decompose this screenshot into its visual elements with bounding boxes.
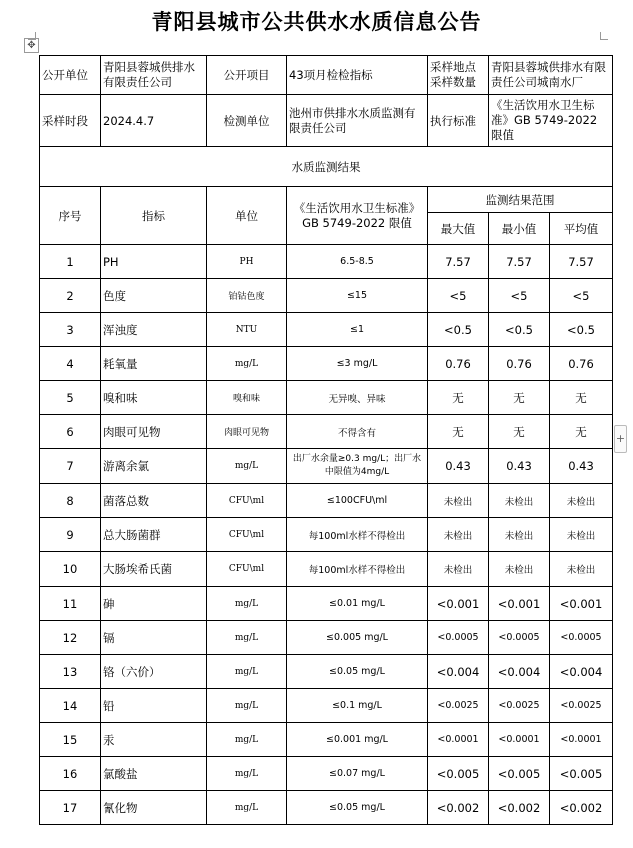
seq-cell: 12	[40, 621, 101, 655]
limit-cell: ≤0.05 mg/L	[287, 791, 428, 825]
table-row	[40, 415, 613, 449]
unit-cell: CFU\ml	[207, 518, 287, 552]
table-row	[40, 587, 613, 621]
add-column-icon[interactable]: +	[614, 425, 627, 453]
header-row-1	[40, 187, 613, 213]
unit-cell: mg/L	[207, 757, 287, 791]
section-title-row	[40, 147, 613, 187]
unit-cell: 肉眼可见物	[207, 415, 287, 449]
min-cell: <0.5	[489, 313, 550, 347]
limit-cell: 不得含有	[287, 415, 428, 449]
avg-cell: <0.0001	[550, 723, 613, 757]
min-cell: 无	[489, 415, 550, 449]
min-cell: <5	[489, 279, 550, 313]
indicator-cell: 砷	[101, 587, 207, 621]
indicator-cell: PH	[101, 245, 207, 279]
unit-cell: mg/L	[207, 347, 287, 381]
sampling-period-label: 采样时段	[40, 95, 101, 147]
limit-cell: 每100ml水样不得检出	[287, 518, 428, 552]
seq-cell: 7	[40, 449, 101, 484]
limit-cell: ≤1	[287, 313, 428, 347]
indicator-cell: 汞	[101, 723, 207, 757]
limit-cell: ≤0.005 mg/L	[287, 621, 428, 655]
min-cell: 未检出	[489, 484, 550, 518]
table-row	[40, 655, 613, 689]
unit-cell: mg/L	[207, 449, 287, 484]
table-row	[40, 449, 613, 484]
table-row	[40, 723, 613, 757]
indicator-cell: 浑浊度	[101, 313, 207, 347]
header-seq: 序号	[40, 187, 101, 245]
seq-cell: 16	[40, 757, 101, 791]
publish-item-value: 43项月检检指标	[287, 56, 428, 95]
min-cell: 未检出	[489, 518, 550, 552]
avg-cell: <0.5	[550, 313, 613, 347]
standard-label: 执行标准	[428, 95, 489, 147]
unit-cell: mg/L	[207, 655, 287, 689]
min-cell: <0.004	[489, 655, 550, 689]
standard-value: 《生活饮用水卫生标准》GB 5749-2022 限值	[489, 95, 613, 147]
publish-unit-label: 公开单位	[40, 56, 101, 95]
test-unit-label: 检测单位	[207, 95, 287, 147]
indicator-cell: 铅	[101, 689, 207, 723]
sampling-period-value: 2024.4.7	[101, 95, 207, 147]
header-indicator: 指标	[101, 187, 207, 245]
publish-unit-value: 青阳县蓉城供排水有限责任公司	[101, 56, 207, 95]
avg-cell: <0.004	[550, 655, 613, 689]
sampling-site-label: 采样地点采样数量	[428, 56, 489, 95]
avg-cell: 无	[550, 415, 613, 449]
header-min: 最小值	[489, 213, 550, 245]
section-title: 水质监测结果	[40, 147, 613, 187]
limit-cell: 出厂水余量≥0.3 mg/L；出厂水中限值为4mg/L	[287, 449, 428, 484]
indicator-cell: 游离余氯	[101, 449, 207, 484]
max-cell: 0.76	[428, 347, 489, 381]
unit-cell: mg/L	[207, 689, 287, 723]
limit-cell: ≤0.07 mg/L	[287, 757, 428, 791]
unit-cell: 嗅和味	[207, 381, 287, 415]
seq-cell: 3	[40, 313, 101, 347]
max-cell: 未检出	[428, 518, 489, 552]
max-cell: <0.5	[428, 313, 489, 347]
results-body	[40, 245, 613, 825]
indicator-cell: 氯酸盐	[101, 757, 207, 791]
table-row	[40, 245, 613, 279]
seq-cell: 5	[40, 381, 101, 415]
max-cell: 无	[428, 415, 489, 449]
min-cell: 未检出	[489, 552, 550, 587]
seq-cell: 11	[40, 587, 101, 621]
min-cell: <0.0005	[489, 621, 550, 655]
avg-cell: <0.0025	[550, 689, 613, 723]
indicator-cell: 氰化物	[101, 791, 207, 825]
max-cell: <5	[428, 279, 489, 313]
info-row-1	[40, 56, 613, 95]
avg-cell: <0.001	[550, 587, 613, 621]
seq-cell: 6	[40, 415, 101, 449]
limit-cell: ≤15	[287, 279, 428, 313]
min-cell: 无	[489, 381, 550, 415]
table-row	[40, 279, 613, 313]
avg-cell: 未检出	[550, 552, 613, 587]
table-row	[40, 347, 613, 381]
unit-cell: 铂钴色度	[207, 279, 287, 313]
max-cell: 未检出	[428, 552, 489, 587]
avg-cell: <5	[550, 279, 613, 313]
seq-cell: 15	[40, 723, 101, 757]
min-cell: <0.002	[489, 791, 550, 825]
header-limit: 《生活饮用水卫生标准》GB 5749-2022 限值	[287, 187, 428, 245]
min-cell: <0.005	[489, 757, 550, 791]
max-cell: 7.57	[428, 245, 489, 279]
indicator-cell: 铬（六价）	[101, 655, 207, 689]
max-cell: 无	[428, 381, 489, 415]
seq-cell: 13	[40, 655, 101, 689]
avg-cell: 无	[550, 381, 613, 415]
seq-cell: 14	[40, 689, 101, 723]
indicator-cell: 耗氧量	[101, 347, 207, 381]
indicator-cell: 色度	[101, 279, 207, 313]
limit-cell: ≤0.001 mg/L	[287, 723, 428, 757]
avg-cell: 7.57	[550, 245, 613, 279]
limit-cell: ≤100CFU\ml	[287, 484, 428, 518]
limit-cell: ≤0.01 mg/L	[287, 587, 428, 621]
table-row	[40, 313, 613, 347]
header-avg: 平均值	[550, 213, 613, 245]
header-unit: 单位	[207, 187, 287, 245]
max-cell: <0.004	[428, 655, 489, 689]
table-row	[40, 689, 613, 723]
avg-cell: <0.002	[550, 791, 613, 825]
unit-cell: PH	[207, 245, 287, 279]
max-cell: <0.002	[428, 791, 489, 825]
header-range: 监测结果范围	[428, 187, 613, 213]
indicator-cell: 嗅和味	[101, 381, 207, 415]
sampling-site-value: 青阳县蓉城供排水有限责任公司城南水厂	[489, 56, 613, 95]
avg-cell: <0.005	[550, 757, 613, 791]
unit-cell: mg/L	[207, 587, 287, 621]
table-row	[40, 757, 613, 791]
avg-cell: <0.0005	[550, 621, 613, 655]
min-cell: <0.001	[489, 587, 550, 621]
table-row	[40, 518, 613, 552]
min-cell: <0.0025	[489, 689, 550, 723]
table-row	[40, 621, 613, 655]
max-cell: 0.43	[428, 449, 489, 484]
avg-cell: 0.43	[550, 449, 613, 484]
limit-cell: ≤0.05 mg/L	[287, 655, 428, 689]
indicator-cell: 大肠埃希氏菌	[101, 552, 207, 587]
min-cell: <0.0001	[489, 723, 550, 757]
indicator-cell: 镉	[101, 621, 207, 655]
unit-cell: CFU\ml	[207, 552, 287, 587]
indicator-cell: 总大肠菌群	[101, 518, 207, 552]
limit-cell: 无异嗅、异味	[287, 381, 428, 415]
max-cell: <0.0005	[428, 621, 489, 655]
unit-cell: CFU\ml	[207, 484, 287, 518]
seq-cell: 4	[40, 347, 101, 381]
max-cell: <0.001	[428, 587, 489, 621]
seq-cell: 2	[40, 279, 101, 313]
max-cell: <0.0025	[428, 689, 489, 723]
table-row	[40, 552, 613, 587]
limit-cell: ≤0.1 mg/L	[287, 689, 428, 723]
unit-cell: mg/L	[207, 791, 287, 825]
avg-cell: 0.76	[550, 347, 613, 381]
seq-cell: 9	[40, 518, 101, 552]
limit-cell: ≤3 mg/L	[287, 347, 428, 381]
avg-cell: 未检出	[550, 518, 613, 552]
max-cell: <0.0001	[428, 723, 489, 757]
header-max: 最大值	[428, 213, 489, 245]
seq-cell: 17	[40, 791, 101, 825]
seq-cell: 1	[40, 245, 101, 279]
seq-cell: 10	[40, 552, 101, 587]
test-unit-value: 池州市供排水水质监测有限责任公司	[287, 95, 428, 147]
seq-cell: 8	[40, 484, 101, 518]
min-cell: 7.57	[489, 245, 550, 279]
table-row	[40, 484, 613, 518]
table-row	[40, 381, 613, 415]
info-row-2	[40, 95, 613, 147]
water-quality-table	[39, 55, 613, 825]
limit-cell: 6.5-8.5	[287, 245, 428, 279]
unit-cell: mg/L	[207, 621, 287, 655]
page-corner-mark	[600, 32, 608, 40]
unit-cell: mg/L	[207, 723, 287, 757]
min-cell: 0.76	[489, 347, 550, 381]
avg-cell: 未检出	[550, 484, 613, 518]
document-title: 青阳县城市公共供水水质信息公告	[151, 10, 482, 34]
publish-item-label: 公开项目	[207, 56, 287, 95]
table-row	[40, 791, 613, 825]
min-cell: 0.43	[489, 449, 550, 484]
indicator-cell: 菌落总数	[101, 484, 207, 518]
max-cell: 未检出	[428, 484, 489, 518]
limit-cell: 每100ml水样不得检出	[287, 552, 428, 587]
unit-cell: NTU	[207, 313, 287, 347]
max-cell: <0.005	[428, 757, 489, 791]
table-move-handle-icon[interactable]: ✥	[24, 38, 39, 53]
indicator-cell: 肉眼可见物	[101, 415, 207, 449]
